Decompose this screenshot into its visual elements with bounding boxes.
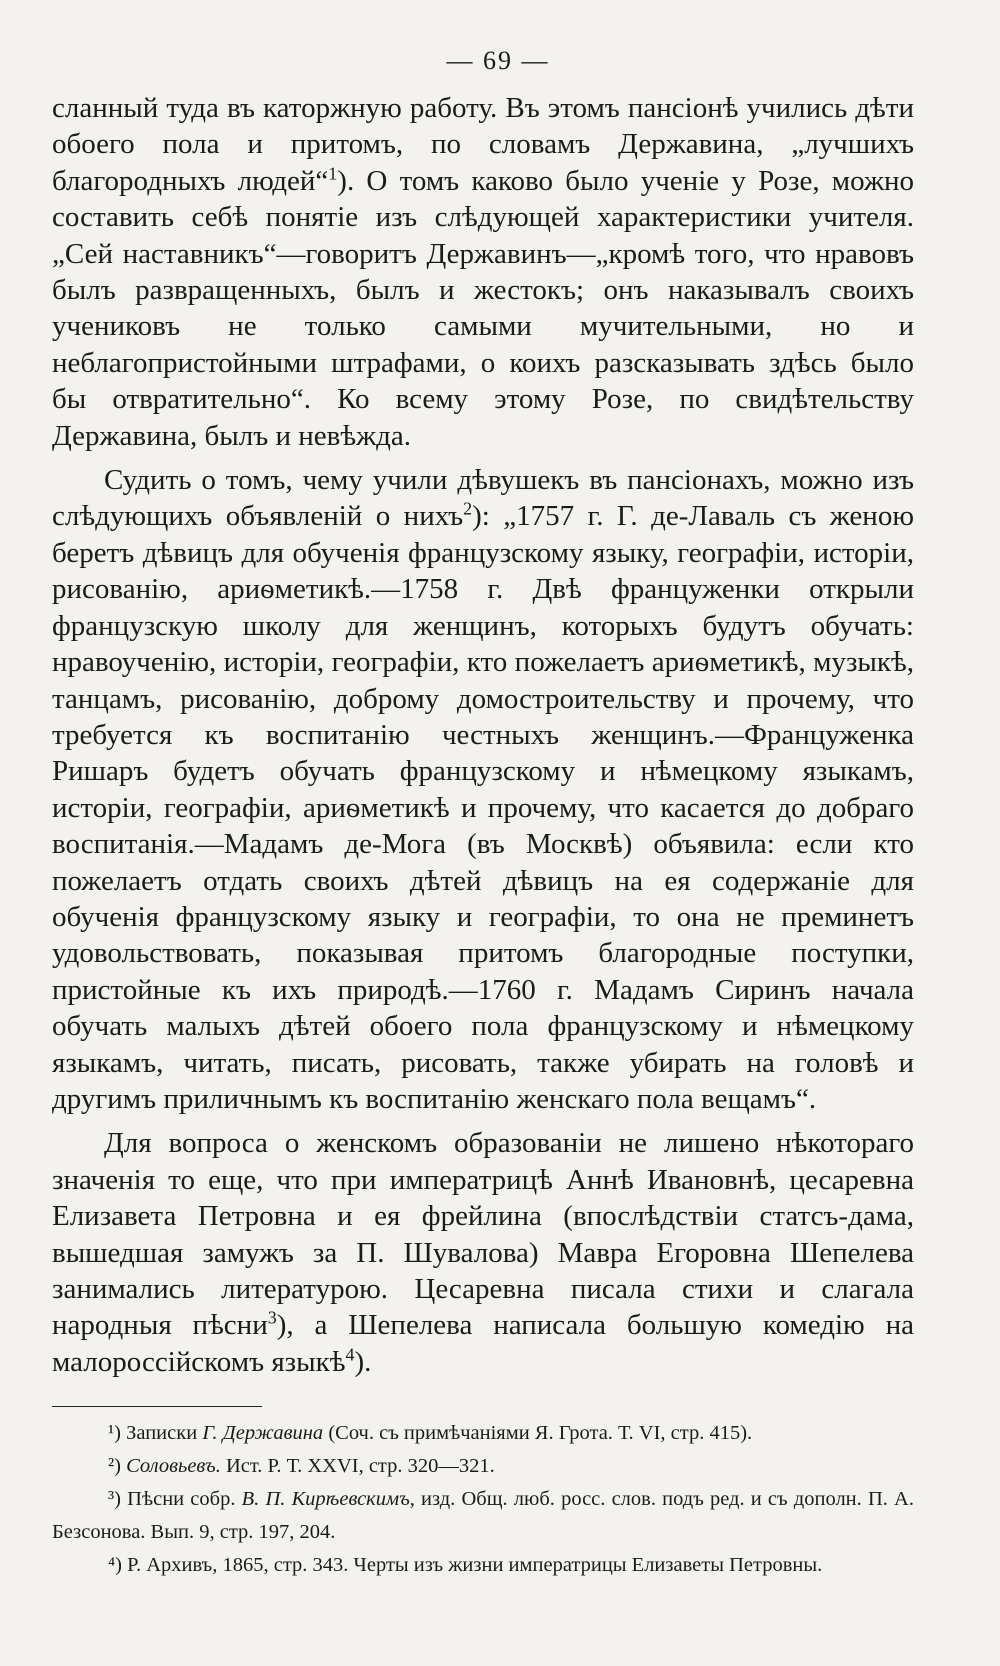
footnote-3 (52, 1483, 914, 1549)
footnote-text: Ист. Р. Т. XXVI, стр. 320—321. (220, 1455, 495, 1478)
paragraph-1-text-a: сланный туда въ каторжную работу. Въ этомъ пансіонѣ учились дѣти обоего пола и притомъ, по словамъ Державина, „лучшихъ благородныхъ людей“ (52, 92, 914, 197)
footnote-ref-4[interactable]: 4 (345, 1344, 355, 1365)
footnote-4 (52, 1549, 914, 1582)
paragraph-3-text-c: ). (354, 1345, 372, 1378)
footnote-text: изд. Общ. люб. росс. слов. подъ ред. и съ дополн. П. А. Безсонова. Вып. 9, стр. 197, 204. (52, 1488, 914, 1544)
paragraph-3-text-b: ), а Шепелева написала большую комедію на малороссійскомъ языкѣ (52, 1309, 914, 1378)
footnote-ref-2[interactable]: 2 (463, 498, 473, 519)
footnote-marker: ¹) (108, 1422, 121, 1445)
paragraph-2 (52, 462, 914, 1117)
footnote-1 (52, 1417, 914, 1450)
footnote-ref-3[interactable]: 3 (267, 1307, 277, 1328)
footnote-text: Пѣсни собр. (120, 1488, 242, 1511)
footnote-marker: ⁴) (108, 1554, 122, 1577)
body-text (52, 90, 914, 1380)
footnotes (52, 1417, 914, 1582)
footnote-author: Г. Державина (202, 1422, 324, 1445)
paragraph-1 (52, 90, 914, 454)
page-number: — 69 — (446, 46, 550, 75)
footnote-ref-1[interactable]: 1 (328, 163, 338, 184)
footnote-marker: ³) (108, 1488, 121, 1511)
paragraph-2-text-b: ): „1757 г. Г. де-Лаваль съ женою беретъ дѣвицъ для обученія французскому языку, географіи, исторіи, рисованію, ариѳметикѣ.—1758 г. Двѣ француженки открыли французскую школу для женщинъ, которыхъ будутъ обучать: нравоученію, исторіи, географіи, кто пожелаетъ ариѳметикѣ, музыкѣ, танцамъ, рисованію, доброму домостроительству и прочему, что требуется къ воспитанію честныхъ женщинъ.—Француженка Ришаръ будетъ обучать французскому и нѣмецкому языкамъ, исторіи, географіи, ариѳметикѣ и прочему, что касается до добраго воспитанія.—Мадамъ де-Мога (въ Москвѣ) объявила: если кто пожелаетъ отдать своихъ дѣтей дѣвицъ на ея содержаніе для обученія французскому языку и географіи, то она не преминетъ удовольствовать, показывая притомъ благородные поступки, пристойные къ ихъ природѣ.—1760 г. Мадамъ Сиринъ начала обучать малыхъ дѣтей обоего пола французскому и нѣмецкому языкамъ, читать, писать, рисовать, также убирать на головѣ и другимъ приличнымъ къ воспитанію женскаго пола вещамъ“. (52, 500, 914, 1115)
footnote-text: Р. Архивъ, 1865, стр. 343. Черты изъ жизни императрицы Елизаветы Петровны. (121, 1554, 823, 1577)
paragraph-1-text-b: ). О томъ каково было ученіе у Розе, можно составить себѣ понятіе изъ слѣдующей характеристики учителя. „Сей наставникъ“—говоритъ Державинъ—„кромѣ того, что нравовъ былъ развращенныхъ, былъ и жестокъ; онъ наказывалъ своихъ учениковъ не только самыми мучительными, но и неблагопристойными штрафами, о коихъ разсказывать здѣсь было бы отвратительно“. Ко всему этому Розе, по свидѣтельству Державина, былъ и невѣжда. (52, 164, 914, 452)
footnote-author: Соловьевъ. (126, 1455, 221, 1478)
footnote-marker: ²) (108, 1455, 121, 1478)
paragraph-2-text-a: Судить о томъ, чему учили дѣвушекъ въ пансіонахъ, можно изъ слѣдующихъ объявленій о нихъ (52, 464, 914, 533)
footnote-divider (52, 1406, 262, 1407)
footnote-text: (Соч. съ примѣчаніями Я. Грота. Т. VI, стр. 415). (323, 1422, 753, 1445)
paragraph-3-text-a: Для вопроса о женскомъ образованіи не лишено нѣкотораго значенія то еще, что при императрицѣ Аннѣ Ивановнѣ, цесаревна Елизавета Петровна и ея фрейлина (впослѣдствіи статсъ-дама, вышедшая замужъ за П. Шувалова) Мавра Егоровна Шепелева занимались литературою. Цесаревна писала стихи и слагала народныя пѣсни (52, 1127, 914, 1342)
paragraph-3 (52, 1125, 914, 1380)
footnote-author: В. П. Кирѣевскимъ, (241, 1488, 415, 1511)
footnote-2 (52, 1450, 914, 1483)
footnote-text: Записки (120, 1422, 203, 1445)
